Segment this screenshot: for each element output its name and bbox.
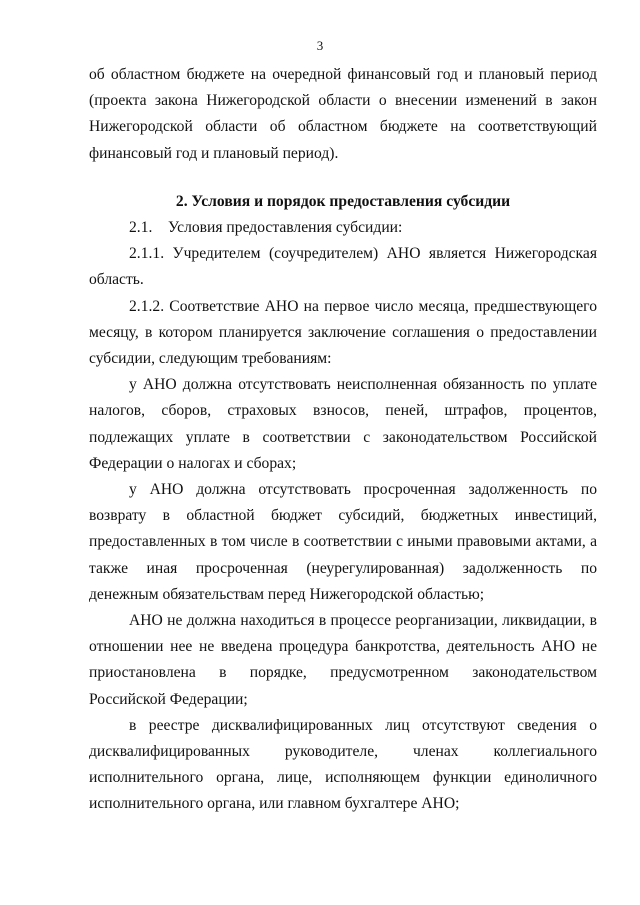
document-body — [89, 62, 597, 818]
requirement-reorganization: АНО не должна находиться в процессе реорганизации, ликвидации, в отношении нее не введена процедура банкротства, деятельность АНО не приостановлена в порядке, предусмотренном законодательством Российской Федерации; — [89, 612, 597, 708]
paragraph-2-1: 2.1. Условия предоставления субсидии: — [129, 219, 403, 237]
paragraph-2-1-2: 2.1.2. Соответствие АНО на первое число месяца, предшествующего месяцу, в котором планируется заключение соглашения о предоставлении субсидии, следующим требованиям: — [89, 297, 597, 368]
section-heading: 2. Условия и порядок предоставления субсидии — [175, 192, 511, 210]
requirement-taxes: у АНО должна отсутствовать неисполненная обязанность по уплате налогов, сборов, страховых взносов, пеней, штрафов, процентов, подлежащих уплате в соответствии с законодательством Российской Федерации о налогах и сборах; — [89, 376, 597, 472]
paragraph-2-1-1: 2.1.1. Учредителем (соучредителем) АНО является Нижегородская область. — [89, 245, 597, 289]
page-number: 3 — [316, 38, 324, 53]
intro-paragraph: об областном бюджете на очередной финансовый год и плановый период (проекта закона Нижегородской области о внесении изменений в закон Нижегородской области об областном бюджете на соответствующий финансовый год и плановый период). — [89, 66, 597, 162]
requirement-debts: у АНО должна отсутствовать просроченная задолженность по возврату в областной бюджет субсидий, бюджетных инвестиций, предоставленных в том числе в соответствии с иными правовыми актами, а также иная просроченная (неурегулированная) задолженность по денежным обязательствам перед Нижегородской областью; — [89, 481, 597, 603]
requirement-disqualified: в реестре дисквалифицированных лиц отсутствуют сведения о дисквалифицированных руководителе, членах коллегиального исполнительного органа, лице, исполняющем функции единоличного исполнительного органа, или главном бухгалтере АНО; — [89, 716, 597, 813]
